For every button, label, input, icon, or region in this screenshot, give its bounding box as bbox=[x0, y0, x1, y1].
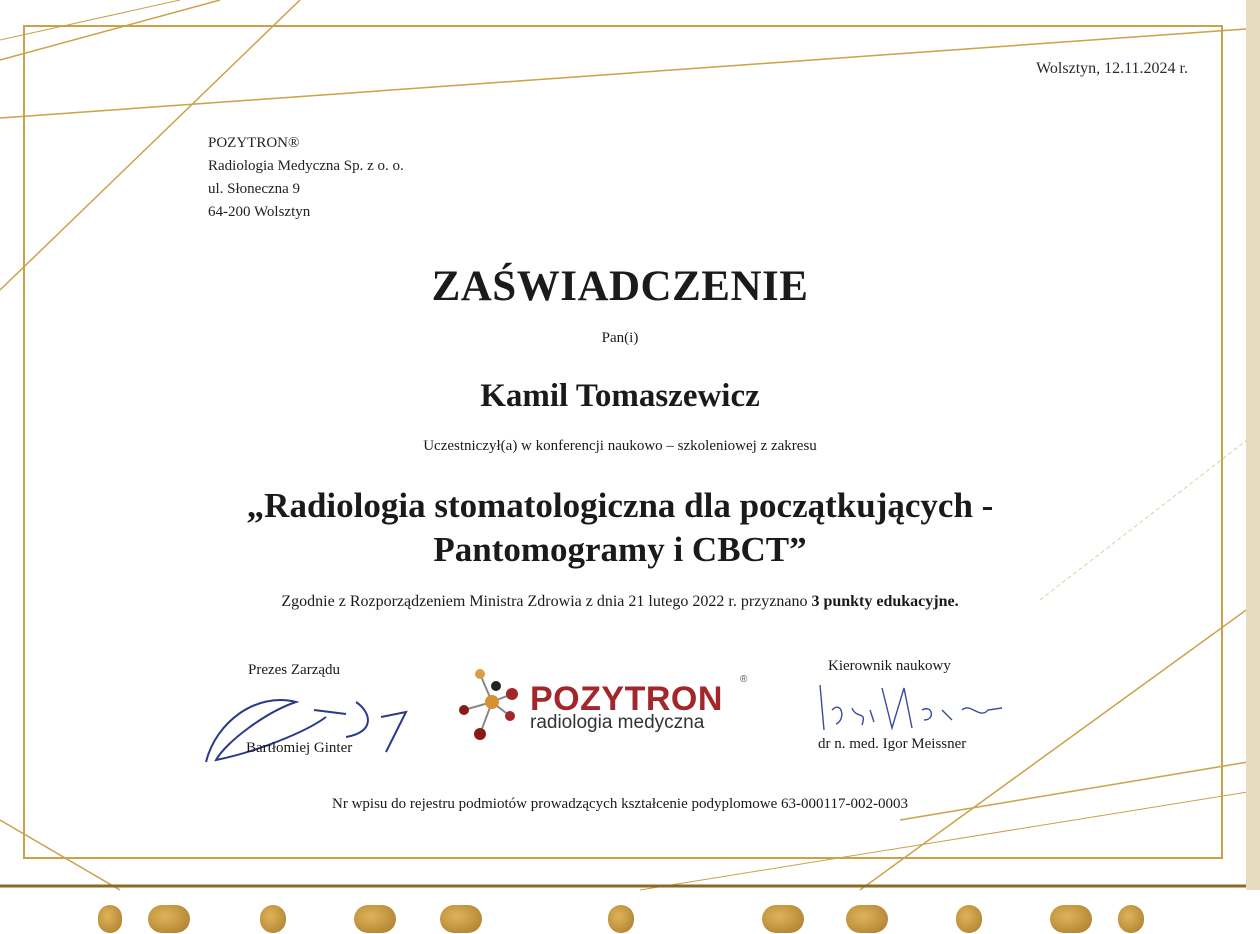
course-title-line-2: Pantomogramy i CBCT” bbox=[433, 530, 807, 569]
binding-hole-icon bbox=[440, 905, 482, 933]
issuer-line-1: POZYTRON® bbox=[208, 135, 300, 151]
binding-hole-icon bbox=[260, 905, 286, 933]
issuer-line-3: ul. Słoneczna 9 bbox=[208, 181, 301, 197]
pozytron-logo bbox=[456, 660, 756, 750]
participation-text: Uczestniczył(a) w konferencji naukowo – szkoleniowej z zakresu bbox=[423, 438, 817, 454]
points-prefix: Zgodnie z Rozporządzeniem Ministra Zdrowia z dnia 21 lutego 2022 r. przyznano bbox=[281, 593, 808, 610]
left-signature-icon bbox=[196, 682, 416, 772]
right-signature-icon bbox=[812, 680, 1012, 740]
issue-date: Wolsztyn, 12.11.2024 r. bbox=[1036, 60, 1188, 77]
binding-hole-icon bbox=[1050, 905, 1092, 933]
course-title-line-1: „Radiologia stomatologiczna dla początkujących - bbox=[246, 486, 994, 525]
certificate-title: ZAŚWIADCZENIE bbox=[431, 263, 809, 310]
points-statement bbox=[0, 593, 1240, 611]
binding-hole-icon bbox=[1118, 905, 1144, 933]
course-title bbox=[0, 484, 1240, 572]
issuer-address bbox=[208, 132, 404, 224]
right-signatory-name: dr n. med. Igor Meissner bbox=[818, 736, 967, 752]
binding-hole-icon bbox=[762, 905, 804, 933]
issuer-line-2: Radiologia Medyczna Sp. z o. o. bbox=[208, 158, 404, 174]
logo-registered-mark: ® bbox=[740, 674, 748, 685]
logo-wordmark: POZYTRON bbox=[530, 680, 723, 718]
binding-hole-icon bbox=[608, 905, 634, 933]
recipient-name: Kamil Tomaszewicz bbox=[480, 378, 760, 414]
left-signatory-name: Bartłomiej Ginter bbox=[246, 740, 353, 756]
issuer-line-4: 64-200 Wolsztyn bbox=[208, 204, 311, 220]
points-value: 3 punkty edukacyjne. bbox=[811, 593, 959, 610]
salutation: Pan(i) bbox=[601, 330, 639, 346]
right-signatory-role: Kierownik naukowy bbox=[828, 658, 951, 674]
binding-hole-icon bbox=[846, 905, 888, 933]
binding-hole-icon bbox=[148, 905, 190, 933]
registry-number: Nr wpisu do rejestru podmiotów prowadzących kształcenie podyplomowe 63-000117-002-0003 bbox=[332, 796, 908, 812]
molecule-icon bbox=[456, 660, 528, 750]
binding-hole-icon bbox=[98, 905, 122, 933]
binding-hole-icon bbox=[354, 905, 396, 933]
binding-hole-icon bbox=[956, 905, 982, 933]
left-signatory-role: Prezes Zarządu bbox=[248, 662, 341, 678]
logo-tagline: radiologia medyczna bbox=[530, 712, 705, 733]
